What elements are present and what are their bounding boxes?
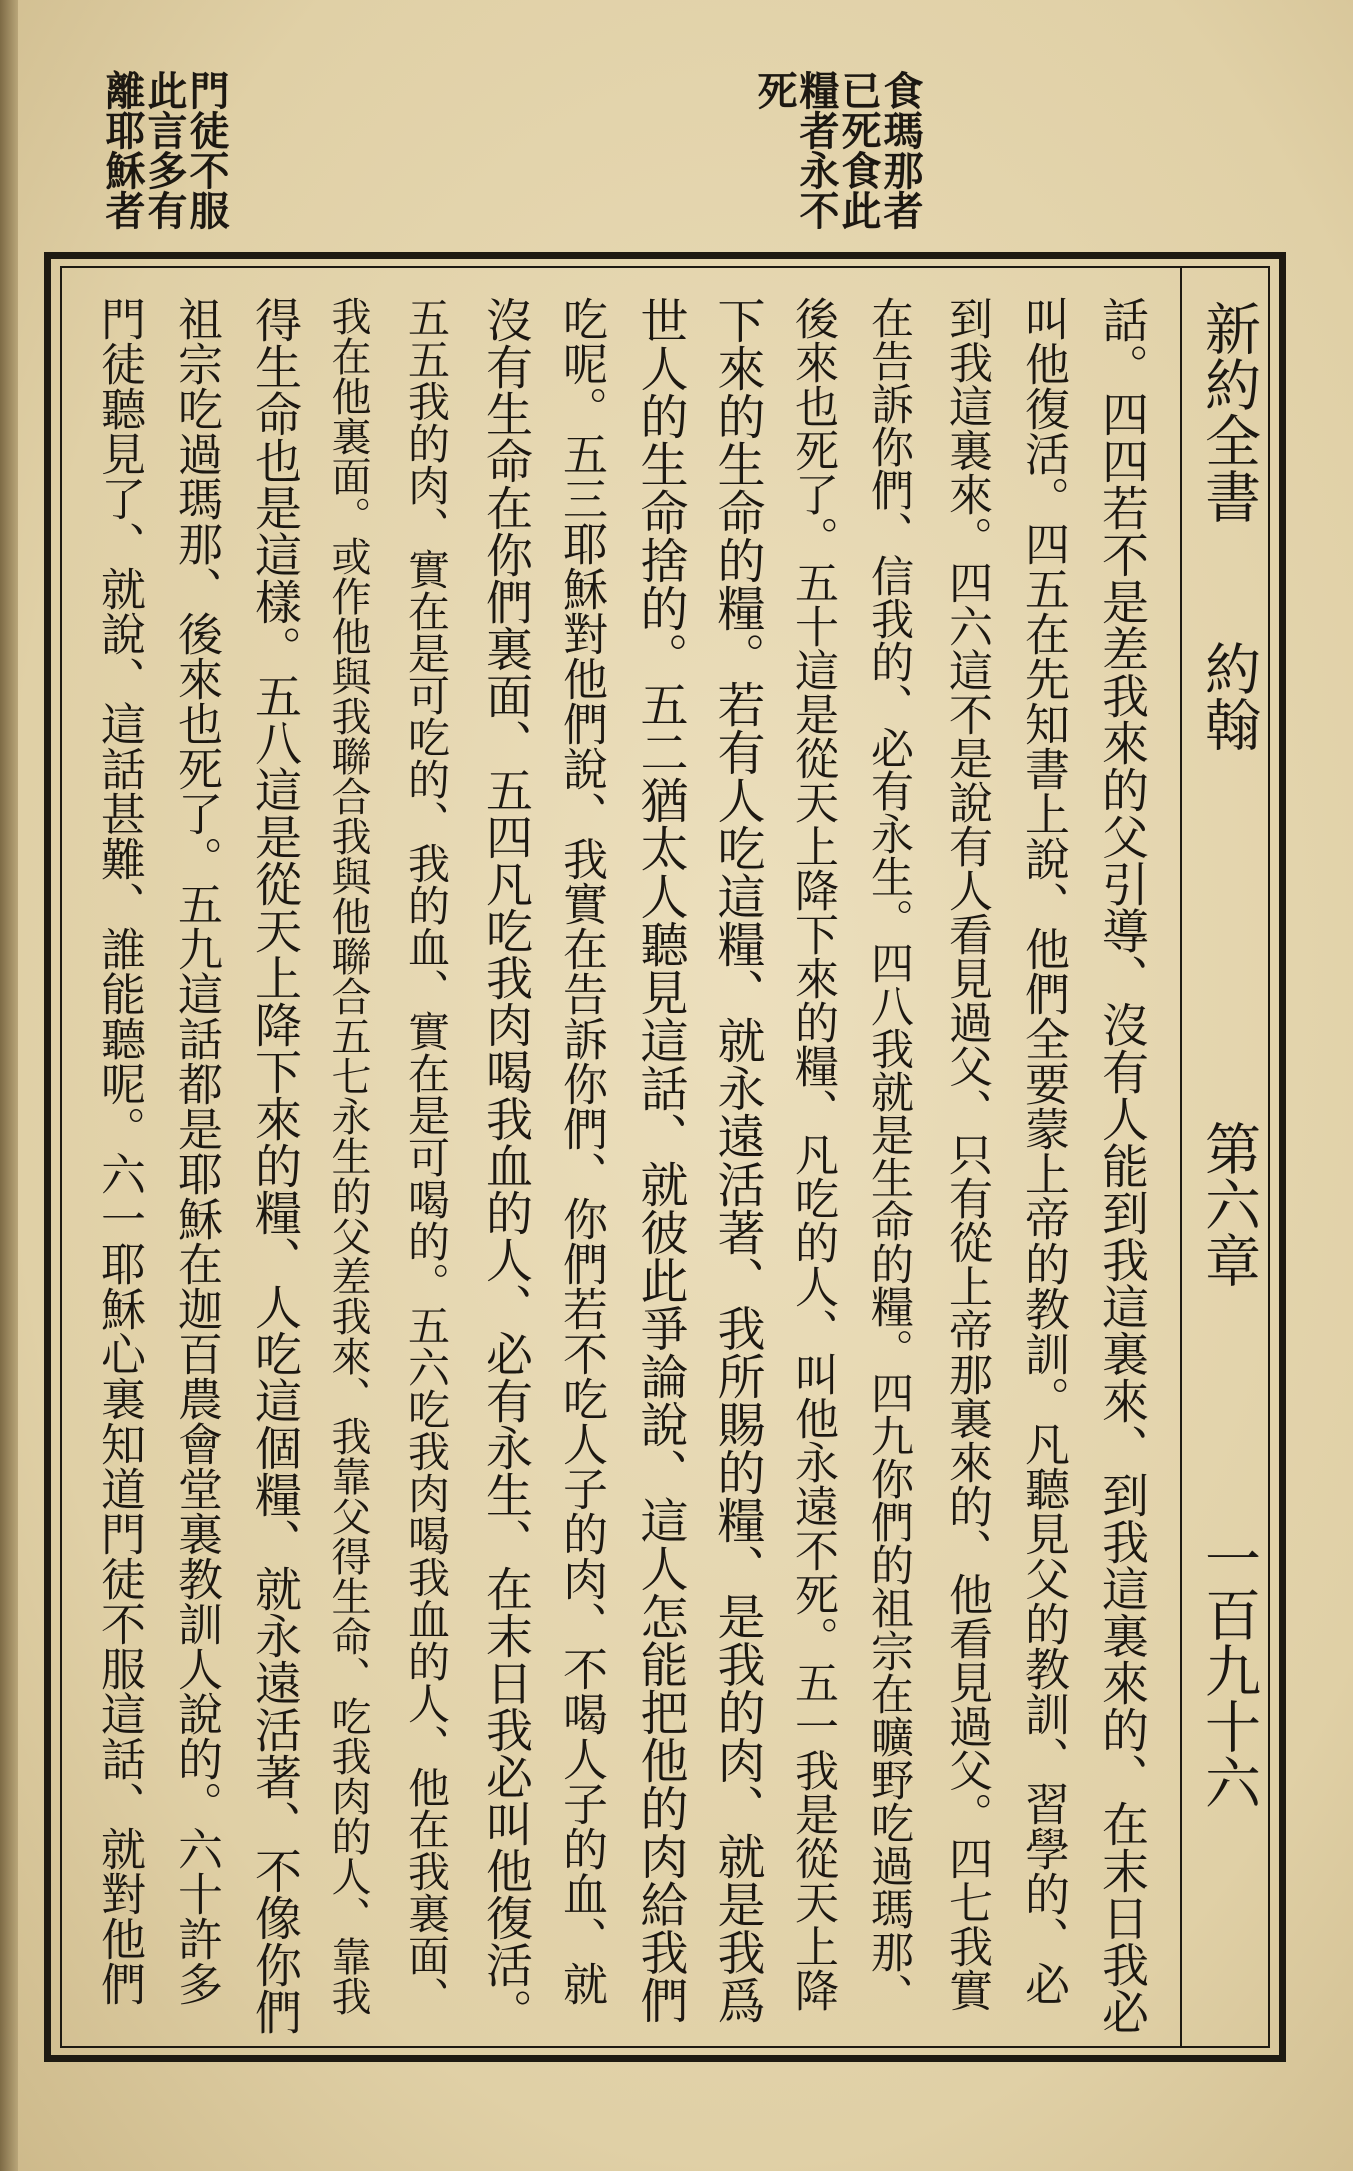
text-column: 在告訴你們、信我的、必有永生。四八我就是生命的糧。四九你們的祖宗在曠野吃過瑪那、 [864,296,914,2016]
margin-note-col: 糧者永不 [793,70,840,230]
header-divider [1180,266,1182,2048]
margin-note-col: 已死食此 [835,70,882,230]
text-column: 五五我的肉、實在是可吃的、我的血、實在是可喝的。五六吃我肉喝我血的人、他在我裏面、 [402,296,451,2018]
book-name: 約翰 [1196,640,1261,752]
chapter-label: 第六章 [1196,1120,1261,1288]
book-spine [0,0,18,2171]
book-title: 新約全書 [1196,300,1261,524]
text-column: 沒有生命在你們裏面、五四凡吃我肉喝我血的人、必有永生、在末日我必叫他復活。 [478,296,533,2035]
text-column: 得生命也是這樣。五八這是從天上降下來的糧、人吃這個糧、就永遠活著、不像你們 [247,296,302,2035]
margin-note-col: 離耶穌者 [99,70,146,230]
text-column: 我在他裏面。或作他與我聯合我與他聯合五七永生的父差我來、我靠父得生命、吃我肉的人、靠我 [325,296,371,2016]
margin-note-col: 門徒不服 [183,70,230,230]
text-column: 叫他復活。四五在先知書上說、他們全要蒙上帝的教訓。凡聽見父的教訓、習學的、必 [1017,296,1070,2006]
text-column: 後來也死了。五十這是從天上降下來的糧、凡吃的人、叫他永遠不死。五一我是從天上降 [787,296,838,2012]
text-column: 下來的生命的糧。若有人吃這糧、就永遠活著、我所賜的糧、是我的肉、就是我爲 [709,296,765,2024]
text-column: 門徒聽見了、就說、這話甚難、誰能聽呢。六一耶穌心裏知道門徒不服這話、就對他們 [93,296,146,2006]
text-column: 話。四四若不是差我來的父引導、沒有人能到我這裏來、到我這裏來的、在末日我必 [1094,296,1149,2035]
text-column: 祖宗吃過瑪那、後來也死了。五九這話都是耶穌在迦百農會堂裏教訓人說的。六十許多 [170,296,223,2006]
text-column: 到我這裏來。四六這不是說有人看見過父、只有從上帝那裏來的、他看見過父。四七我實 [941,296,992,2012]
text-column: 世人的生命捨的。五二猶太人聽見這話、就彼此爭論說、這人怎能把他的肉給我們 [632,296,688,2024]
page-number: 一百九十六 [1196,1530,1261,1810]
margin-note-col: 死 [751,70,798,110]
margin-note-col: 此言多有 [141,70,188,230]
text-column: 吃呢。五三耶穌對他們說、我實在告訴你們、你們若不吃人子的肉、不喝人子的血、就 [555,296,608,2006]
margin-note-col: 食瑪那者 [877,70,924,230]
